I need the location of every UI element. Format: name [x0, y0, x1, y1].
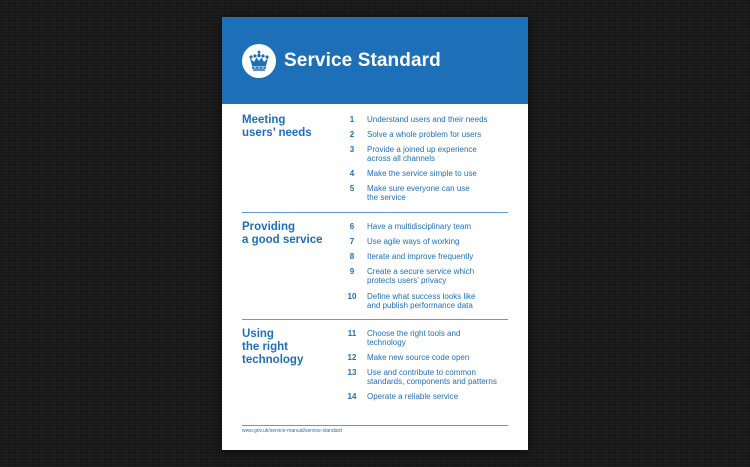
item-text: Operate a reliable service	[367, 392, 459, 401]
item-number: 4	[349, 169, 355, 178]
service-standard-url: www.gov.uk/service-manual/service-standard	[242, 428, 342, 434]
item-number: 9	[349, 267, 355, 276]
crown-icon	[247, 49, 271, 73]
crown-logo	[242, 44, 276, 78]
item-number: 8	[349, 252, 355, 261]
item-text: Make sure everyone can use the service	[367, 184, 470, 202]
item-number: 1	[349, 115, 355, 124]
item-text: Use and contribute to common standards, components and patterns	[367, 368, 497, 386]
section-title: Providing a good service	[242, 221, 323, 246]
item-text: Have a multidisciplinary team	[367, 222, 472, 231]
item-number: 3	[349, 145, 355, 154]
item-number: 12	[347, 353, 357, 362]
item-text: Make new source code open	[367, 353, 470, 362]
section-divider	[242, 212, 508, 213]
poster-title: Service Standard	[284, 50, 441, 71]
footer-divider	[242, 425, 508, 426]
item-text: Iterate and improve frequently	[367, 252, 474, 261]
item-text: Provide a joined up experience across all channels	[367, 145, 477, 163]
section-title: Meeting users’ needs	[242, 114, 312, 139]
service-standard-poster	[222, 17, 528, 450]
item-number: 2	[349, 130, 355, 139]
item-number: 5	[349, 184, 355, 193]
item-number: 10	[347, 292, 357, 301]
item-text: Define what success looks like and publish performance data	[367, 292, 476, 310]
item-text: Understand users and their needs	[367, 115, 488, 124]
item-number: 6	[349, 222, 355, 231]
item-number: 11	[347, 329, 357, 338]
item-text: Solve a whole problem for users	[367, 130, 482, 139]
item-text: Choose the right tools and technology	[367, 329, 461, 347]
section-title: Using the right technology	[242, 328, 304, 366]
item-text: Make the service simple to use	[367, 169, 477, 178]
item-number: 14	[347, 392, 357, 401]
item-number: 7	[349, 237, 355, 246]
poster-header	[222, 17, 528, 104]
section-divider	[242, 319, 508, 320]
item-text: Create a secure service which protects users’ privacy	[367, 267, 475, 285]
item-text: Use agile ways of working	[367, 237, 460, 246]
item-number: 13	[347, 368, 357, 377]
